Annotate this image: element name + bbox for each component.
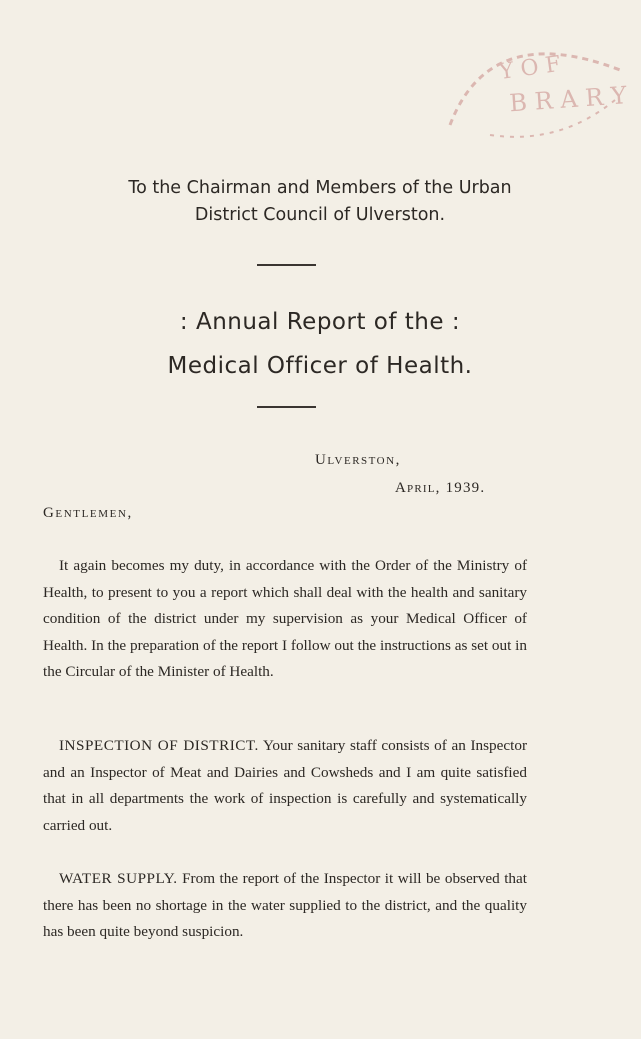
svg-text:B R A R Y: B R A R Y xyxy=(508,81,628,118)
divider-rule-top xyxy=(257,264,316,266)
title-line-2: Medical Officer of Health. xyxy=(167,353,473,379)
date-line: April, 1939. xyxy=(395,480,486,496)
paragraph-water-supply xyxy=(43,866,527,946)
title-line-1: : Annual Report of the : xyxy=(179,309,461,335)
place-line: Ulverston, xyxy=(315,452,401,468)
addressee-line-1: To the Chairman and Members of the Urban xyxy=(128,178,512,198)
addressee-block xyxy=(40,175,600,229)
library-stamp-icon xyxy=(430,30,630,140)
inspection-heading: INSPECTION OF DISTRICT. xyxy=(59,737,259,755)
addressee-line-2: District Council of Ulverston. xyxy=(194,205,446,225)
report-title xyxy=(60,300,580,388)
divider-rule-bottom xyxy=(257,406,316,408)
paragraph-inspection xyxy=(43,733,527,839)
water-supply-body: From the report of the Inspector it will be observed that there has been no shortage in the water supplied to the district, and the quality has been quite beyond suspicion. xyxy=(43,870,527,941)
paragraph-introduction: It again becomes my duty, in accordance with the Order of the Ministry of Health, to present to you a report which shall deal with the health and sanitary condition of the district under my supervision as your Medical Officer of Health. In the preparation of the report I follow out the instructions as set out in the Circular of the Minister of Health. xyxy=(43,557,527,681)
svg-text:Y O F: Y O F xyxy=(497,51,563,86)
water-supply-heading: WATER SUPPLY. xyxy=(59,870,178,888)
inspection-body: Your sanitary staff consists of an Inspector and an Inspector of Meat and Dairies and Cowsheds and I am quite satisfied that in all departments the work of inspection is carefully and systematically carried out. xyxy=(43,737,527,834)
salutation: Gentlemen, xyxy=(43,505,133,521)
